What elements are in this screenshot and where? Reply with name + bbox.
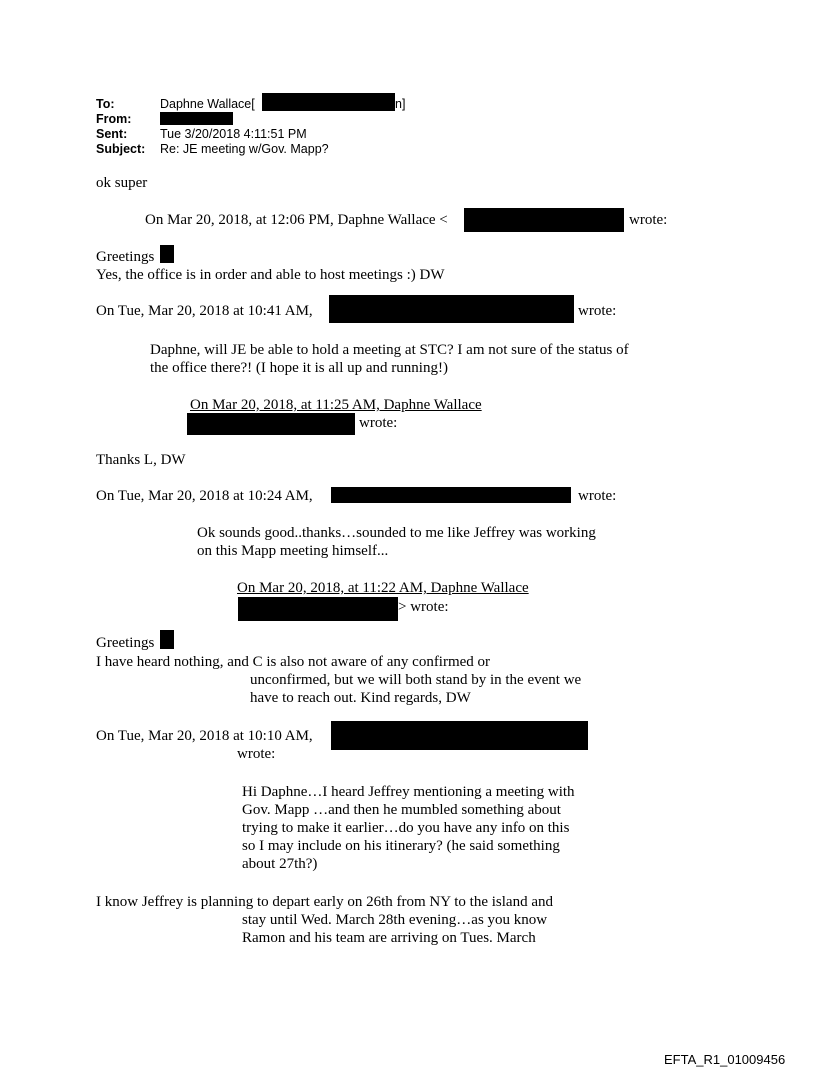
to-label: To: xyxy=(96,97,115,111)
from-label: From: xyxy=(96,112,132,126)
redaction-block xyxy=(331,721,588,750)
sent-label: Sent: xyxy=(96,127,128,141)
redaction-block xyxy=(262,93,395,111)
greeting: Greetings xyxy=(96,635,155,651)
message-body: the office there?! (I hope it is all up and running!) xyxy=(150,360,448,376)
message-body: Daphne, will JE be able to hold a meeting at STC? I am not sure of the status of xyxy=(150,342,629,358)
message-body: I have heard nothing, and C is also not aware of any confirmed or xyxy=(96,654,491,670)
message-body: so I may include on his itinerary? (he said something xyxy=(242,838,560,854)
message-body: Hi Daphne…I heard Jeffrey mentioning a meeting with xyxy=(242,784,575,800)
message-body: trying to make it earlier…do you have any info on this xyxy=(242,820,570,836)
subject-value: Re: JE meeting w/Gov. Mapp? xyxy=(160,142,329,156)
message-body: Gov. Mapp …and then he mumbled something about xyxy=(242,802,561,818)
quote-attribution: On Mar 20, 2018, at 11:25 AM, Daphne Wallace xyxy=(190,397,482,413)
subject-label: Subject: xyxy=(96,142,146,156)
message-body: about 27th?) xyxy=(242,856,318,872)
redaction-block xyxy=(160,630,174,649)
message-body: stay until Wed. March 28th evening…as you know xyxy=(242,912,548,928)
quote-attribution-tail: wrote: xyxy=(578,303,617,319)
redaction-block xyxy=(160,245,174,263)
message-body: have to reach out. Kind regards, DW xyxy=(250,690,471,706)
redaction-block xyxy=(238,597,398,621)
message-body: unconfirmed, but we will both stand by in the event we xyxy=(250,672,582,688)
to-value: Daphne Wallace[ xyxy=(160,97,255,111)
quote-attribution-tail: wrote: xyxy=(629,212,668,228)
message-body: Ramon and his team are arriving on Tues. March xyxy=(242,930,536,946)
message-body: Ok sounds good..thanks…sounded to me like Jeffrey was working xyxy=(197,525,596,541)
quote-attribution: On Tue, Mar 20, 2018 at 10:41 AM, xyxy=(96,303,313,319)
quote-attribution-tail: wrote: xyxy=(578,488,617,504)
bates-number: EFTA_R1_01009456 xyxy=(664,1052,786,1067)
redaction-block xyxy=(329,295,574,323)
redaction-block xyxy=(187,413,355,435)
redaction-block xyxy=(160,112,233,125)
quote-attribution: On Mar 20, 2018, at 12:06 PM, Daphne Wallace < xyxy=(145,212,448,228)
quote-attribution-tail: wrote: xyxy=(237,746,276,762)
redaction-block xyxy=(464,208,624,232)
to-value-tail: n] xyxy=(395,97,406,111)
quote-attribution: On Mar 20, 2018, at 11:22 AM, Daphne Wallace xyxy=(237,580,529,596)
message-body: on this Mapp meeting himself... xyxy=(197,543,389,559)
quote-attribution-tail: > wrote: xyxy=(398,599,449,615)
quote-attribution: On Tue, Mar 20, 2018 at 10:10 AM, xyxy=(96,728,313,744)
message-body: Yes, the office is in order and able to host meetings :) DW xyxy=(96,267,445,283)
greeting: Greetings xyxy=(96,249,155,265)
message-body: I know Jeffrey is planning to depart early on 26th from NY to the island and xyxy=(96,894,553,910)
message-body: Thanks L, DW xyxy=(96,452,186,468)
message-body: ok super xyxy=(96,175,148,191)
redaction-block xyxy=(331,487,571,503)
quote-attribution-tail: wrote: xyxy=(359,415,398,431)
sent-value: Tue 3/20/2018 4:11:51 PM xyxy=(160,127,307,141)
quote-attribution: On Tue, Mar 20, 2018 at 10:24 AM, xyxy=(96,488,313,504)
